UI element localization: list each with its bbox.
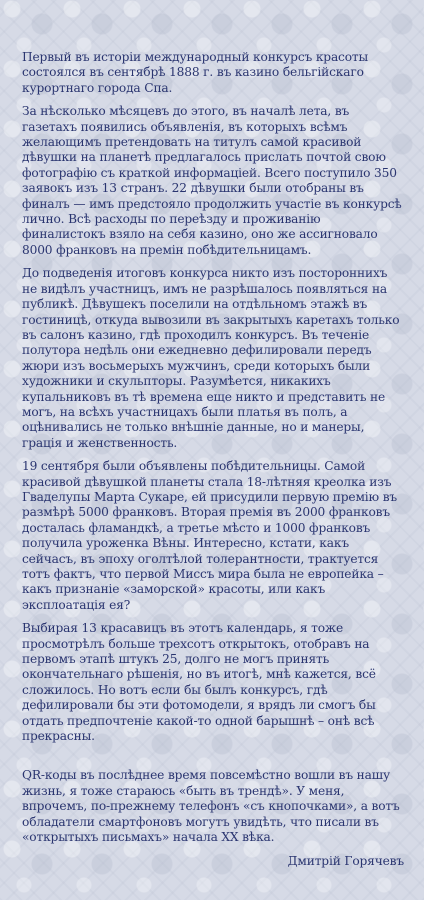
paragraph-contest: До подведенія итоговъ конкурса никто изъ постороннихъ не видѣлъ участницъ, имъ не разрѣшалось появляться на публикѣ. Дѣвушекъ поселили на отдѣльномъ этажѣ въ гостиницѣ, откуда вывозили въ закрытыхъ каретахъ только въ салонъ казино, гдѣ проходилъ конкурсъ. Въ теченіе полутора недѣль они ежедневно дефилировали передъ жюри изъ восьмерыхъ мужчинъ, среди которыхъ были художники и скульпторы. Разумѣется, никакихъ купальниковъ въ тѣ времена еще никто и представить не могъ, на всѣхъ участницахъ были платья въ полъ, а оцѣнивались не только внѣшніе данные, но и манеры, грація и женственность. [22, 266, 400, 450]
author-signature: Дмитрій Горячевъ [287, 853, 404, 868]
paragraph-intro: Первый въ исторіи международный конкурсъ красоты состоялся въ сентябрѣ 1888 г. въ казино бельгійскаго курортнаго города Спа. [22, 50, 369, 95]
paragraph-qr: QR-коды въ послѣднее время повсемѣстно вошли въ нашу жизнь, я тоже стараюсь «быть въ трендѣ». У меня, впрочемъ, по-прежнему телефонъ «съ кнопочками», а вотъ обладатели смартфоновъ могутъ увидѣть, что писали въ «открытыхъ письмахъ» начала XX вѣка. [22, 768, 400, 845]
paragraph-calendar: Выбирая 13 красавицъ въ этотъ календарь, я тоже просмотрѣлъ больше трехсотъ открытокъ, отобравъ на первомъ этапѣ штукъ 25, долго не могъ принять окончательнаго рѣшенія, но въ итогѣ, мнѣ кажется, всё сложилось. Но вотъ если бы былъ конкурсъ, гдѣ дефилировали бы эти фотомодели, я врядъ ли смогъ бы отдать предпочтеніе какой-то одной барышнѣ – онѣ всѣ прекрасны. [22, 621, 376, 744]
paragraph-announcement: За нѣсколько мѣсяцевъ до этого, въ началѣ лета, въ газетахъ появились объявленія, въ которыхъ всѣмъ желающимъ претендовать на титулъ самой красивой дѣвушки на планетѣ предлагалось прислать почтой свою фотографію съ краткой информаціей. Всего поступило 350 заявокъ изъ 13 странъ. 22 дѣвушки были отобраны въ финалъ — имъ предстояло продолжить участіе въ конкурсѣ лично. Всѣ расходы по переѣзду и проживанію финалистокъ взяло на себя казино, оно же ассигновало 8000 франковъ на премін побѣдительницамъ. [22, 104, 402, 257]
paragraph-winners: 19 сентября были объявлены побѣдительницы. Самой красивой дѣвушкой планеты стала 18-лѣтняя креолка изъ Гваделупы Марта Сукаре, ей присудили первую премію въ размѣрѣ 5000 франковъ. Вторая премія въ 2000 франковъ досталась фламандкѣ, а третье мѣсто и 1000 франковъ получила уроженка Вѣны. Интересно, кстати, какъ сейчасъ, въ эпоху оголтѣлой толерантности, трактуется тотъ фактъ, что первой Миссъ мира была не европейка – какъ признаніе «заморской» красоты, или какъ эксплоатація ея? [22, 459, 398, 612]
article-text [22, 50, 406, 869]
